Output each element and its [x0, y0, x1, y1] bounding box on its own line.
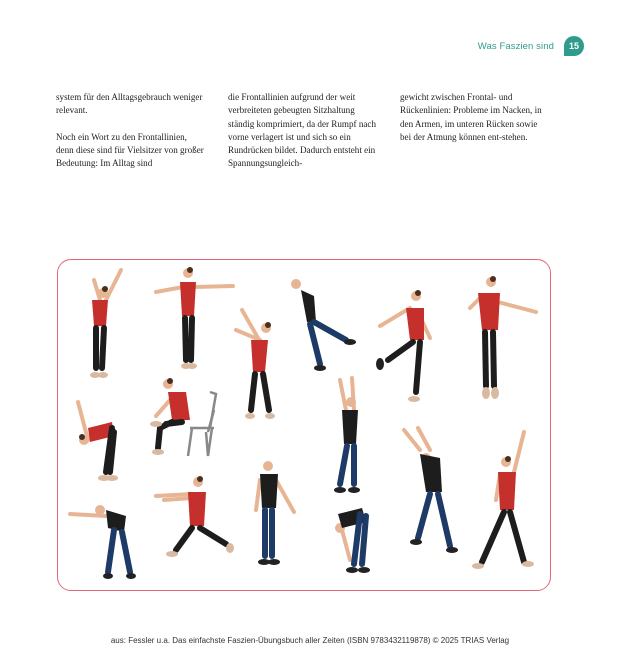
figure-seated-chair	[150, 378, 216, 456]
exercise-photo-collage	[57, 259, 551, 591]
page-number-badge: 15	[564, 36, 584, 56]
text-column-1	[56, 91, 204, 183]
paragraph: gewicht zwischen Frontal- und Rückenlinien: Probleme im Nacken, in den Armen, im unteren Rücken sowie bei der Atmung können ent-stehen.	[400, 92, 542, 142]
citation: aus: Fessler u.a. Das einfachste Faszien-Übungsbuch aller Zeiten (ISBN 9783432119878) © 2025 TRIAS Verlag	[110, 636, 510, 645]
figure-arms-wide	[156, 267, 233, 369]
figure-one-arm-up	[472, 432, 534, 569]
figure-bent-arms-forward	[70, 505, 136, 579]
exercise-figures	[58, 260, 550, 590]
text-column-2	[228, 91, 376, 184]
figure-standing-hands-down	[256, 461, 294, 565]
figure-lunge-arms-forward	[156, 476, 234, 557]
section-title: Was Faszien sind	[477, 40, 554, 52]
page-header	[478, 36, 584, 56]
paragraph: die Frontallinien aufgrund der weit verbreiteten gebeugten Sitzhaltung ständig komprimiert, da der Rumpf nach vorne verlagert ist und sich so ein Rundrücken bildet. Dadurch entsteht ein Spannungsungleich-	[228, 92, 376, 169]
figure-leg-lift	[376, 290, 430, 402]
figure-arms-overhead-narrow	[334, 378, 360, 493]
figure-toe-touch	[335, 508, 370, 573]
figure-twist-stand	[470, 276, 536, 399]
figure-forward-fold	[78, 402, 118, 481]
paragraph: system für den Alltagsgebrauch weniger relevant.	[56, 92, 203, 116]
figure-side-stretch	[90, 270, 121, 378]
page-footer	[0, 636, 620, 645]
paragraph: Noch ein Wort zu den Frontallinien, denn diese sind für Vielsitzer von großer Bedeutung: Im Alltag sind	[56, 131, 204, 169]
figure-arms-diagonal-up	[236, 310, 275, 419]
text-column-3	[400, 91, 548, 157]
figure-forward-lean	[291, 279, 356, 371]
figure-side-bend-black	[404, 428, 458, 553]
